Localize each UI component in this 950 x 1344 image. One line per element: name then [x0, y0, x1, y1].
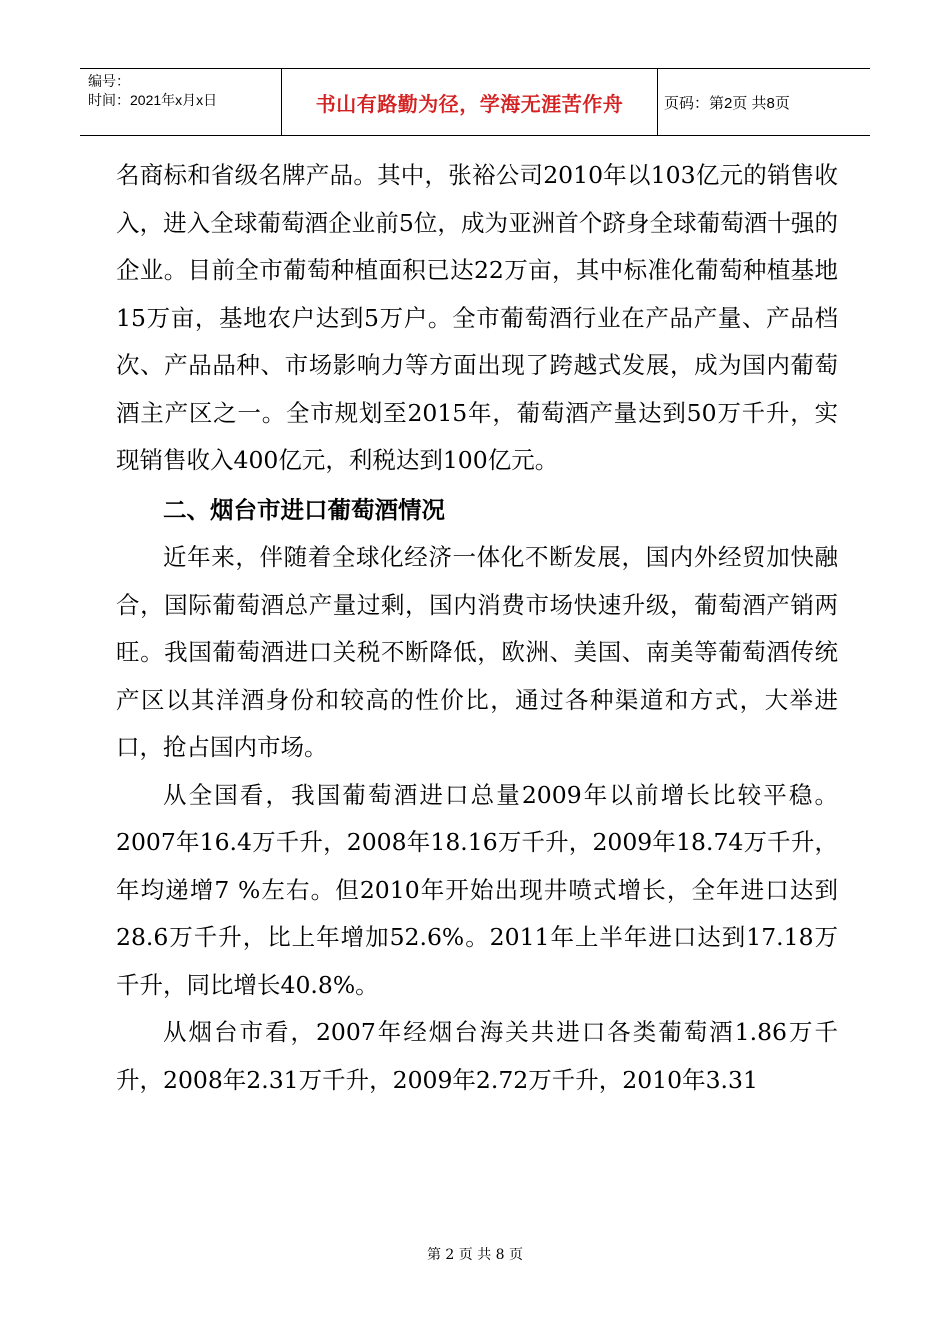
header-time-label: 时间：2021年x月x日 — [88, 92, 218, 108]
body-paragraph-2: 近年来，伴随着全球化经济一体化不断发展，国内外经贸加快融合，国际葡萄酒总产量过剩，国内消费市场快速升级，葡萄酒产销两旺。我国葡萄酒进口关税不断降低，欧洲、美国、南美等葡萄酒传统产区以其洋酒身份和较高的性价比，通过各种渠道和方式，大举进口，抢占国内市场。 — [116, 543, 838, 761]
body-paragraph-3: 从全国看，我国葡萄酒进口总量2009年以前增长比较平稳。2007年16.4万千升，2008年18.16万千升，2009年18.74万千升，年均递增7 %左右。但2010年开始出现井喷式增长，全年进口达到28.6万千升，比上年增加52.6%。2011年上半年进口达到17.18万千升，同比增长40.8%。 — [116, 780, 838, 999]
page-footer: 第 2 页 共 8 页 — [426, 1247, 524, 1263]
header-meta — [80, 69, 282, 135]
header-motto: 书山有路勤为径，学海无涯苦作舟 — [282, 69, 658, 135]
document-body — [116, 152, 838, 1104]
body-paragraph-4: 从烟台市看，2007年经烟台海关共进口各类葡萄酒1.86万千升，2008年2.31万千升，2009年2.72万千升，2010年3.31 — [116, 1018, 838, 1094]
page-header — [80, 68, 870, 136]
body-paragraph-1: 名商标和省级名牌产品。其中，张裕公司2010年以103亿元的销售收入，进入全球葡萄酒企业前5位，成为亚洲首个跻身全球葡萄酒十强的企业。目前全市葡萄种植面积已达22万亩，其中标准化葡萄种植基地15万亩，基地农户达到5万户。全市葡萄酒行业在产品产量、产品档次、产品品种、市场影响力等方面出现了跨越式发展，成为国内葡萄酒主产区之一。全市规划至2015年，葡萄酒产量达到50万千升，实现销售收入400亿元，利税达到100亿元。 — [116, 161, 838, 474]
header-number-label: 编号： — [88, 73, 130, 89]
header-page-info: 页码：第2页 共8页 — [664, 94, 790, 112]
section-heading-2: 二、烟台市进口葡萄酒情况 — [163, 496, 445, 523]
